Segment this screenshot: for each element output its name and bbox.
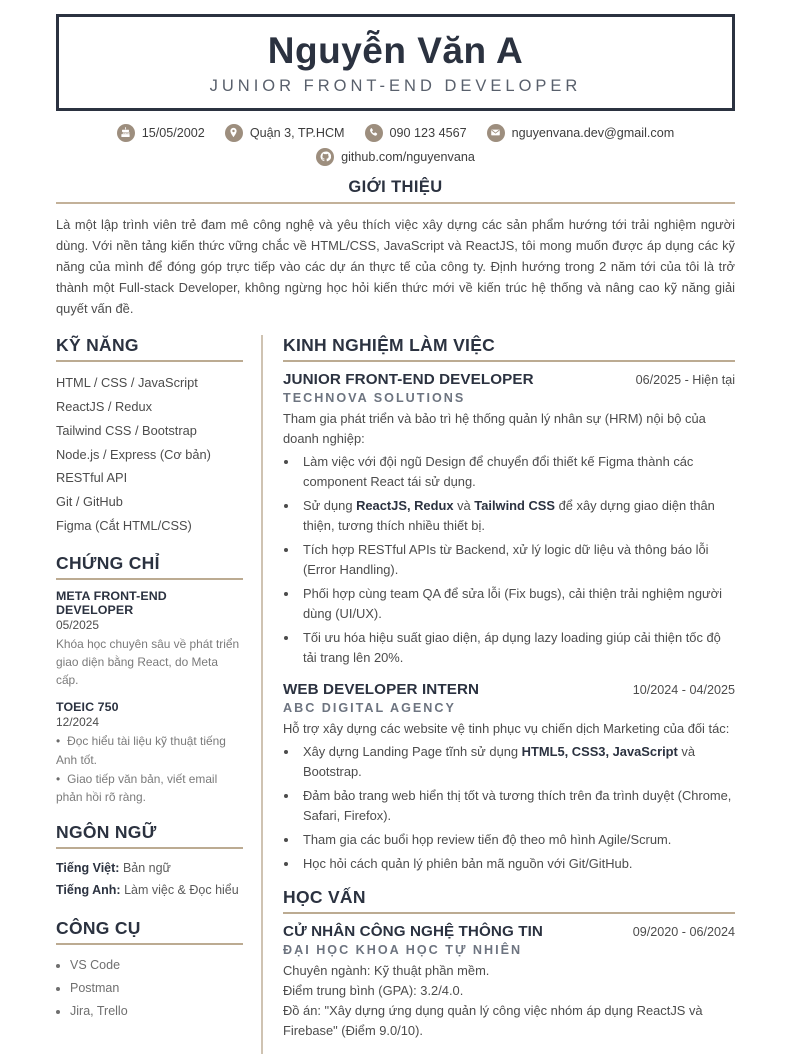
education-heading: HỌC VẤN [283, 887, 366, 908]
tools-heading: CÔNG CỤ [56, 917, 141, 938]
skill-item: Tailwind CSS / Bootstrap [56, 422, 197, 438]
contact-birthday-text: 15/05/2002 [141, 125, 205, 140]
certificate-bullets [56, 732, 243, 805]
list-item: • Tham gia các buổi họp review tiến độ theo mô hình Agile/Scrum. [299, 830, 735, 850]
github-icon [316, 148, 334, 166]
language-label: Tiếng Anh: [56, 882, 121, 897]
contact-github [316, 148, 475, 166]
experience-heading: KINH NGHIỆM LÀM VIỆC [283, 335, 496, 356]
experience-section [283, 335, 735, 874]
list-item: • Postman [70, 977, 243, 1000]
certificates-divider [56, 578, 243, 580]
education-detail: Đồ án: "Xây dựng ứng dụng quản lý công việc nhóm áp dụng ReactJS và Firebase" (Điểm 9.0/10). [283, 1003, 703, 1039]
location-pin-icon [225, 124, 243, 142]
certificate-description: Khóa học chuyên sâu về phát triển giao diện bằng React, do Meta cấp. [56, 637, 240, 688]
page-title: Nguyễn Văn A [267, 30, 524, 71]
language-item [56, 858, 243, 880]
list-item: • Tối ưu hóa hiệu suất giao diện, áp dụng lazy loading giúp cải thiện tốc độ tải trang lên 20%. [299, 628, 735, 668]
list-item: • Giao tiếp văn bản, viết email phản hồi rõ ràng. [56, 770, 243, 806]
job-summary: Hỗ trợ xây dựng các website vệ tinh phục vụ chiến dịch Marketing của đối tác: [283, 721, 730, 737]
certificate-entry [56, 700, 243, 805]
list-item: • Xây dựng Landing Page tĩnh sử dụng HTML5, CSS3, JavaScript và Bootstrap. [299, 742, 735, 782]
list-item: • Phối hợp cùng team QA để sửa lỗi (Fix bugs), cải thiện trải nghiệm người dùng (UI/UX). [299, 584, 735, 624]
tools-divider [56, 943, 243, 945]
language-label: Tiếng Việt: [56, 860, 120, 875]
job-role-subtitle: JUNIOR FRONT-END DEVELOPER [209, 76, 582, 95]
certificates-heading: CHỨNG CHỈ [56, 553, 160, 574]
body-columns [56, 335, 735, 1054]
contact-location [225, 124, 345, 142]
experience-divider [283, 360, 735, 362]
contact-row-primary [56, 124, 735, 142]
certificates-section [56, 553, 243, 806]
school-name: ĐẠI HỌC KHOA HỌC TỰ NHIÊN [283, 943, 523, 958]
experience-entry-header [283, 681, 735, 698]
tools-section [56, 918, 243, 1023]
list-item: • Tích hợp RESTful APIs từ Backend, xử lý logic dữ liệu và thông báo lỗi (Error Handling). [299, 540, 735, 580]
job-bullets [283, 742, 735, 874]
list-item: • Sử dụng ReactJS, Redux và Tailwind CSS để xây dựng giao diện thân thiện, tương thích nhiều thiết bị. [299, 496, 735, 536]
certificate-entry [56, 589, 243, 689]
intro-section [56, 178, 735, 320]
language-item [56, 880, 243, 902]
skill-item: Figma (Cắt HTML/CSS) [56, 517, 192, 533]
skill-item: Git / GitHub [56, 493, 123, 509]
job-summary: Tham gia phát triển và bảo trì hệ thống quản lý nhân sự (HRM) nội bộ của doanh nghiệp: [283, 411, 706, 447]
education-section [283, 887, 735, 1041]
experience-entry [283, 371, 735, 668]
list-item: • Học hỏi cách quản lý phiên bản mã nguồn với Git/GitHub. [299, 854, 735, 874]
education-detail: Điểm trung bình (GPA): 3.2/4.0. [283, 983, 464, 999]
contact-row-secondary [56, 148, 735, 166]
degree-title: CỬ NHÂN CÔNG NGHỆ THÔNG TIN [283, 923, 543, 941]
job-company: ABC DIGITAL AGENCY [283, 701, 456, 716]
skill-item: HTML / CSS / JavaScript [56, 375, 198, 391]
skill-item: Node.js / Express (Cơ bản) [56, 446, 211, 462]
skill-item: RESTful API [56, 470, 128, 486]
experience-entry-header [283, 371, 735, 388]
skills-section [56, 335, 243, 537]
education-detail: Chuyên ngành: Kỹ thuật phần mềm. [283, 963, 490, 979]
skills-heading: KỸ NĂNG [56, 335, 139, 356]
languages-divider [56, 847, 243, 849]
column-divider [261, 335, 263, 1054]
languages-heading: NGÔN NGỮ [56, 821, 157, 842]
contact-email [487, 124, 675, 142]
languages-section [56, 822, 243, 902]
certificate-name: META FRONT-END DEVELOPER [56, 589, 167, 618]
language-value: Làm việc & Đọc hiểu [124, 882, 239, 897]
degree-date: 09/2020 - 06/2024 [632, 925, 735, 940]
job-bullets [283, 452, 735, 668]
sidebar-left [56, 335, 261, 1054]
certificate-date: 12/2024 [56, 715, 99, 730]
contact-phone-text: 090 123 4567 [389, 125, 467, 140]
job-date: 06/2025 - Hiện tại [635, 373, 735, 388]
list-item: • VS Code [70, 954, 243, 977]
contact-location-text: Quận 3, TP.HCM [249, 125, 345, 140]
job-title: JUNIOR FRONT-END DEVELOPER [283, 371, 534, 389]
name-header-box [56, 14, 735, 111]
tools-list [56, 954, 243, 1023]
main-right [283, 335, 735, 1054]
certificate-name: TOEIC 750 [56, 700, 119, 715]
education-entry-header [283, 923, 735, 940]
certificate-date: 05/2025 [56, 618, 99, 633]
contact-birthday [117, 124, 205, 142]
list-item: • Làm việc với đội ngũ Design để chuyển đổi thiết kế Figma thành các component React tái sử dụng. [299, 452, 735, 492]
birthday-cake-icon [117, 124, 135, 142]
list-item: • Đảm bảo trang web hiển thị tốt và tương thích trên đa trình duyệt (Chrome, Safari, Firefox). [299, 786, 735, 826]
contact-phone [365, 124, 467, 142]
email-icon [487, 124, 505, 142]
phone-icon [365, 124, 383, 142]
job-date: 10/2024 - 04/2025 [632, 683, 735, 698]
contact-email-text[interactable]: nguyenvana.dev@gmail.com [511, 125, 675, 140]
skills-divider [56, 360, 243, 362]
job-title: WEB DEVELOPER INTERN [283, 681, 480, 699]
education-divider [283, 912, 735, 914]
intro-body-text: Là một lập trình viên trẻ đam mê công nghệ và yêu thích việc xây dựng các sản phẩm hướng tới trải nghiệm người dùng. Với nền tảng kiến thức vững chắc về HTML/CSS, JavaScript và ReactJS, tôi mong muốn được áp dụng các kỹ năng của mình để đóng góp trực tiếp vào các dự án thực tế của công ty. Định hướng trong 2 năm tới của tôi là trở thành một Full-stack Developer, không ngừng học hỏi kiến thức mới về kiến trúc hệ thống và nâng cao kỹ năng giải quyết vấn đề. [56, 216, 735, 316]
list-item: • Đọc hiểu tài liệu kỹ thuật tiếng Anh tốt. [56, 732, 243, 768]
intro-divider [56, 202, 735, 204]
language-value: Bản ngữ [122, 860, 171, 875]
job-company: TECHNOVA SOLUTIONS [283, 391, 466, 406]
experience-entry [283, 681, 735, 874]
list-item: • Jira, Trello [70, 1000, 243, 1023]
intro-heading: GIỚI THIỆU [348, 177, 443, 196]
contact-github-text[interactable]: github.com/nguyenvana [341, 149, 475, 164]
skill-item: ReactJS / Redux [56, 399, 153, 415]
